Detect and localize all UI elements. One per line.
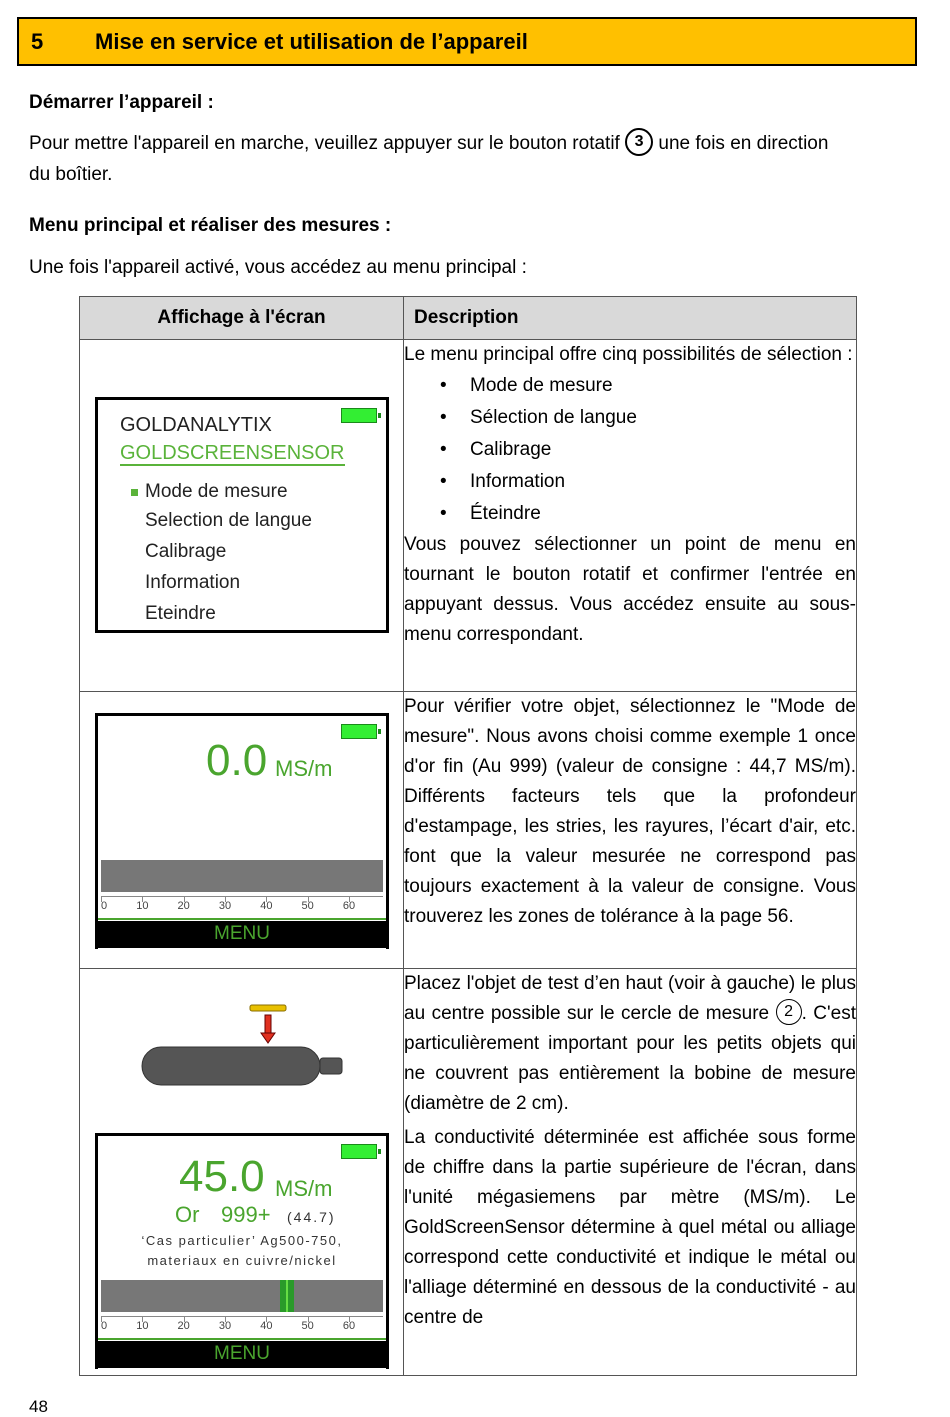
list-item: • Sélection de langue	[440, 402, 856, 434]
metal-purity: 999+	[221, 1202, 271, 1227]
start-text-before: Pour mettre l'appareil en marche, veuillez appuyer sur le bouton rotatif	[29, 133, 620, 154]
description-text-part: . C'est particulièrement important pour les petits objets qui ne couvrent pas entièrement la bobine de mesure (diamètre de 2 cm).	[404, 1003, 856, 1114]
header-description: Description	[404, 297, 857, 340]
header-screen: Affichage à l'écran	[80, 297, 404, 340]
measurement-indicator	[280, 1280, 294, 1312]
scale-tick-label: 20	[177, 1320, 190, 1332]
measurement-bar	[101, 860, 383, 892]
table-row	[80, 340, 857, 692]
battery-icon	[341, 408, 377, 423]
screen-menu-item: Calibrage	[145, 541, 227, 562]
option-list	[404, 370, 856, 530]
measure-screenshot-result	[80, 969, 404, 1376]
menu-softkey: MENU	[98, 1341, 386, 1368]
scale-tick-label: 20	[177, 900, 190, 912]
special-case-note-line2: materiaux en cuivre/nickel	[147, 1253, 337, 1268]
menu-bar-divider	[98, 1338, 386, 1340]
section-header	[17, 17, 917, 66]
result-description	[404, 969, 857, 1376]
conductivity-value: 45.0	[179, 1152, 265, 1201]
list-item: • Mode de mesure	[440, 370, 856, 402]
device-body-icon	[142, 1047, 320, 1085]
brand-name: GOLDANALYTIX	[120, 414, 272, 436]
device-screen-result	[95, 1133, 389, 1369]
main-menu-screenshot	[80, 340, 404, 692]
measure-screenshot-empty	[80, 692, 404, 969]
menu-softkey: MENU	[98, 921, 386, 948]
screen-menu-item: Eteindre	[145, 603, 216, 624]
section-number: 5	[31, 28, 44, 54]
device-screen-main-menu	[95, 397, 389, 633]
scale-tick-label: 10	[136, 1320, 149, 1332]
scale-tick-label: 0	[100, 1320, 108, 1332]
description-text-part: Placez l'objet de test d’en haut (voir à gauche) le plus au centre possible sur le cercle de mesure	[404, 973, 856, 1024]
description-text: La conductivité déterminée est affichée sous forme de chiffre dans la partie supérieure de l'écran, dans l'unité mégasiemens par mètre (MS/m). Le GoldScreenSensor détermine à quel métal ou alliage correspond cette conductivité et indique le métal ou l'alliage déterminé en dessous de la conductivité - au centre de	[404, 1127, 856, 1328]
menu-bar-divider	[98, 918, 386, 920]
main-menu-intro: Une fois l'appareil activé, vous accédez au menu principal :	[29, 257, 527, 278]
measurement-bar	[101, 1280, 383, 1312]
scale-tick-label: 30	[218, 1320, 232, 1332]
page-number: 48	[29, 1397, 48, 1416]
description-text	[404, 969, 856, 1119]
description-text: Pour vérifier votre objet, sélectionnez le "Mode de mesure". Nous avons choisi comme exemple 1 once d'or fin (Au 999) (valeur de consigne : 44,7 MS/m). Différents facteurs tels que la profondeur d'estampage, les stries, les rayures, l’écart d'air, etc. font que la valeur mesurée ne correspond pas toujours exactement à la valeur de consigne. Vous trouverez les zones de tolérance à la page 56.	[404, 696, 856, 927]
product-name: GOLDSCREENSENSOR	[120, 442, 345, 464]
table-row	[80, 969, 857, 1376]
list-item: • Éteindre	[440, 498, 856, 530]
scale-tick-label: 50	[301, 1320, 314, 1332]
conductivity-unit: MS/m	[275, 756, 333, 781]
conductivity-unit: MS/m	[275, 1176, 333, 1201]
scale-tick-label: 60	[342, 900, 356, 912]
device-screen-measure	[95, 713, 389, 949]
arrow-down-icon	[265, 1015, 271, 1035]
battery-icon	[341, 724, 377, 739]
rotary-button-marker: 3	[625, 128, 653, 156]
scale-tick-label: 10	[136, 900, 149, 912]
scale-tick-label: 40	[260, 1320, 273, 1332]
main-menu-heading: Menu principal et réaliser des mesures :	[29, 215, 392, 236]
main-menu-description	[404, 340, 857, 692]
screen-menu-item: Information	[145, 572, 241, 593]
scale-tick-label: 60	[342, 1320, 356, 1332]
description-text: Vous pouvez sélectionner un point de menu en tournant le bouton rotatif et confirmer l'entrée en appuyant dessus. Vous accédez ensuite au sous-menu correspondant.	[404, 534, 856, 645]
table-row	[80, 692, 857, 969]
scale-tick-label: 30	[218, 900, 232, 912]
start-paragraph	[29, 128, 828, 159]
battery-icon	[341, 1144, 377, 1159]
scale-tick-label: 0	[100, 900, 108, 912]
screen-description-table	[79, 296, 857, 1376]
table-header-row	[80, 297, 857, 340]
start-heading: Démarrer l’appareil :	[29, 92, 214, 113]
section-title: Mise en service et utilisation de l’appareil	[95, 28, 528, 54]
metal-name: Or	[175, 1202, 200, 1227]
scale-tick-label: 50	[301, 900, 314, 912]
special-case-note: ‘Cas particulier’ Ag500-750,	[141, 1233, 343, 1248]
selection-marker-icon	[131, 489, 138, 496]
list-item: • Information	[440, 466, 856, 498]
start-text-after: une fois en direction	[658, 133, 829, 154]
start-text-line2: du boîtier.	[29, 164, 113, 185]
screen-menu-item: Mode de mesure	[145, 481, 288, 502]
measuring-circle-marker: 2	[776, 999, 802, 1025]
reference-value: (44.7)	[287, 1209, 336, 1225]
screen-menu-item: Selection de langue	[145, 510, 312, 531]
scale-tick-label: 40	[260, 900, 273, 912]
description-intro: Le menu principal offre cinq possibilités de sélection :	[404, 344, 853, 365]
measure-description	[404, 692, 857, 969]
conductivity-value: 0.0	[206, 736, 268, 785]
object-on-sensor-illustration	[140, 1003, 350, 1093]
list-item: • Calibrage	[440, 434, 856, 466]
gold-coin-icon	[250, 1005, 286, 1011]
